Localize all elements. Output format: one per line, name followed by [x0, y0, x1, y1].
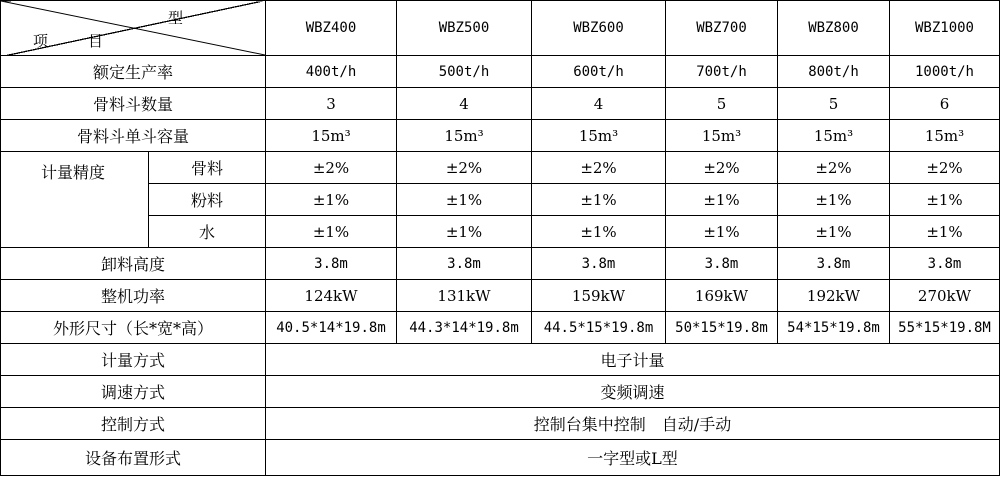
corner-type-label: 型 — [167, 9, 183, 27]
table-cell: 600t/h — [532, 56, 666, 88]
table-row — [1, 184, 1000, 216]
table-cell: ±2% — [266, 152, 397, 184]
table-cell: 5 — [778, 88, 890, 120]
model-header: WBZ800 — [778, 1, 890, 56]
table-row — [1, 280, 1000, 312]
table-cell: 54*15*19.8m — [778, 312, 890, 344]
table-cell: 4 — [532, 88, 666, 120]
table-cell: 159kW — [532, 280, 666, 312]
row-label: 额定生产率 — [1, 56, 266, 88]
table-cell: 192kW — [778, 280, 890, 312]
table-cell: 44.3*14*19.8m — [397, 312, 532, 344]
table-cell: ±2% — [666, 152, 778, 184]
model-header: WBZ400 — [266, 1, 397, 56]
table-row — [1, 248, 1000, 280]
table-cell: ±1% — [890, 216, 1000, 248]
table-cell: 3.8m — [778, 248, 890, 280]
table-cell: 3.8m — [266, 248, 397, 280]
table-cell: ±1% — [532, 216, 666, 248]
corner-header-cell — [1, 1, 266, 56]
row-label: 骨料斗数量 — [1, 88, 266, 120]
table-row — [1, 376, 1000, 408]
model-header: WBZ600 — [532, 1, 666, 56]
header-row — [1, 1, 1000, 56]
sub-row-label: 骨料 — [149, 152, 266, 184]
table-cell: 6 — [890, 88, 1000, 120]
table-cell: 15m³ — [266, 120, 397, 152]
table-cell: 3 — [266, 88, 397, 120]
model-header: WBZ1000 — [890, 1, 1000, 56]
merged-value-cell: 一字型或L型 — [266, 440, 1000, 476]
table-cell: ±1% — [666, 216, 778, 248]
row-label: 计量方式 — [1, 344, 266, 376]
row-label: 控制方式 — [1, 408, 266, 440]
table-cell: 15m³ — [778, 120, 890, 152]
table-cell: ±1% — [778, 216, 890, 248]
table-cell: ±2% — [778, 152, 890, 184]
table-row — [1, 440, 1000, 476]
corner-item-char-a: 项 — [33, 32, 49, 50]
table-cell: 50*15*19.8m — [666, 312, 778, 344]
table-cell: 169kW — [666, 280, 778, 312]
table-cell: ±1% — [266, 216, 397, 248]
table-row — [1, 120, 1000, 152]
table-cell: 3.8m — [666, 248, 778, 280]
row-label: 调速方式 — [1, 376, 266, 408]
table-cell: 15m³ — [890, 120, 1000, 152]
row-label: 设备布置形式 — [1, 440, 266, 476]
table-cell: ±1% — [397, 216, 532, 248]
table-cell: ±2% — [890, 152, 1000, 184]
table-cell: 3.8m — [397, 248, 532, 280]
table-cell: ±1% — [397, 184, 532, 216]
table-cell: 270kW — [890, 280, 1000, 312]
row-label: 整机功率 — [1, 280, 266, 312]
table-cell: 15m³ — [532, 120, 666, 152]
row-label: 外形尺寸（长*宽*高） — [1, 312, 266, 344]
merged-value-cell: 控制台集中控制 自动/手动 — [266, 408, 1000, 440]
table-cell: 800t/h — [778, 56, 890, 88]
table-cell: ±1% — [890, 184, 1000, 216]
sub-row-label: 粉料 — [149, 184, 266, 216]
table-cell: 700t/h — [666, 56, 778, 88]
table-cell: 500t/h — [397, 56, 532, 88]
corner-item-char-b: 目 — [88, 32, 104, 50]
table-row — [1, 88, 1000, 120]
table-row — [1, 216, 1000, 248]
merged-value-cell: 变频调速 — [266, 376, 1000, 408]
table-cell: 15m³ — [397, 120, 532, 152]
row-label: 卸料高度 — [1, 248, 266, 280]
table-cell: 400t/h — [266, 56, 397, 88]
table-cell: ±2% — [532, 152, 666, 184]
table-cell: 4 — [397, 88, 532, 120]
table-cell: ±1% — [266, 184, 397, 216]
table-cell: ±1% — [778, 184, 890, 216]
table-cell: 124kW — [266, 280, 397, 312]
table-cell: 1000t/h — [890, 56, 1000, 88]
row-label: 骨料斗单斗容量 — [1, 120, 266, 152]
table-cell: ±1% — [666, 184, 778, 216]
table-row — [1, 344, 1000, 376]
table-row — [1, 312, 1000, 344]
table-cell: 5 — [666, 88, 778, 120]
corner-item-label — [33, 30, 103, 51]
table-row — [1, 56, 1000, 88]
row-label: 计量精度 — [1, 152, 149, 248]
merged-value-cell: 电子计量 — [266, 344, 1000, 376]
table-cell: 40.5*14*19.8m — [266, 312, 397, 344]
table-cell: 55*15*19.8M — [890, 312, 1000, 344]
table-cell: ±1% — [532, 184, 666, 216]
table-cell: 131kW — [397, 280, 532, 312]
table-cell: 44.5*15*19.8m — [532, 312, 666, 344]
table-cell: 3.8m — [532, 248, 666, 280]
sub-row-label: 水 — [149, 216, 266, 248]
table-row — [1, 152, 1000, 184]
table-cell: 3.8m — [890, 248, 1000, 280]
table-cell: 15m³ — [666, 120, 778, 152]
model-header: WBZ500 — [397, 1, 532, 56]
table-row — [1, 408, 1000, 440]
model-header: WBZ700 — [666, 1, 778, 56]
table-cell: ±2% — [397, 152, 532, 184]
